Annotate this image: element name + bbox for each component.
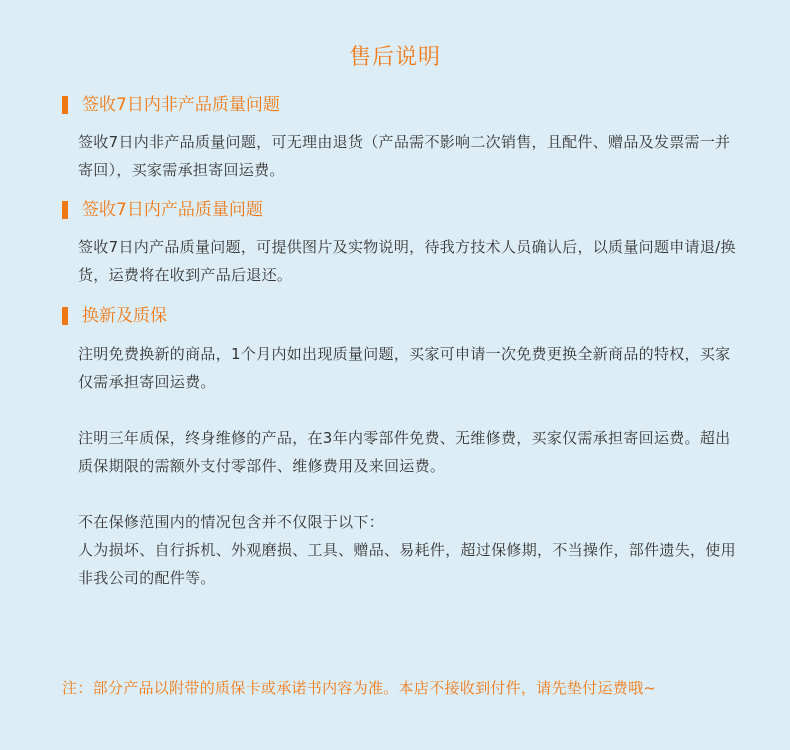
section-marker	[62, 201, 68, 219]
page-title: 售后说明	[348, 45, 441, 70]
section-marker	[62, 96, 68, 114]
section-heading-non-quality	[62, 94, 280, 116]
section-paragraph: 注明免费换新的商品，1个月内如出现质量问题，买家可申请一次免费更换全新商品的特权，买家仅需承担寄回运费。	[78, 345, 731, 391]
section-heading-label: 换新及质保	[82, 306, 167, 326]
section-paragraph: 不在保修范围内的情况包含并不仅限于以下：	[78, 513, 385, 531]
section-heading-label: 签收7日内非产品质量问题	[82, 95, 280, 115]
section-marker	[62, 307, 68, 325]
section-paragraph: 人为损坏、自行拆机、外观磨损、工具、赠品、易耗件，超过保修期，不当操作，部件遗失，使用非我公司的配件等。	[78, 541, 736, 587]
section-heading-label: 签收7日内产品质量问题	[82, 200, 263, 220]
section-paragraph: 签收7日内非产品质量问题，可无理由退货（产品需不影响二次销售，且配件、赠品及发票需一并寄回），买家需承担寄回运费。	[78, 133, 731, 179]
section-paragraph: 签收7日内产品质量问题，可提供图片及实物说明，待我方技术人员确认后，以质量问题申请退/换货，运费将在收到产品后退还。	[78, 238, 736, 284]
section-heading-quality	[62, 199, 263, 221]
footer-note: 注：部分产品以附带的质保卡或承诺书内容为准。本店不接收到付件，请先垫付运费哦~	[62, 679, 657, 697]
section-paragraph: 注明三年质保，终身维修的产品，在3年内零部件免费、无维修费，买家仅需承担寄回运费。超出质保期限的需额外支付零部件、维修费用及来回运费。	[78, 429, 731, 475]
section-heading-warranty	[62, 305, 167, 327]
